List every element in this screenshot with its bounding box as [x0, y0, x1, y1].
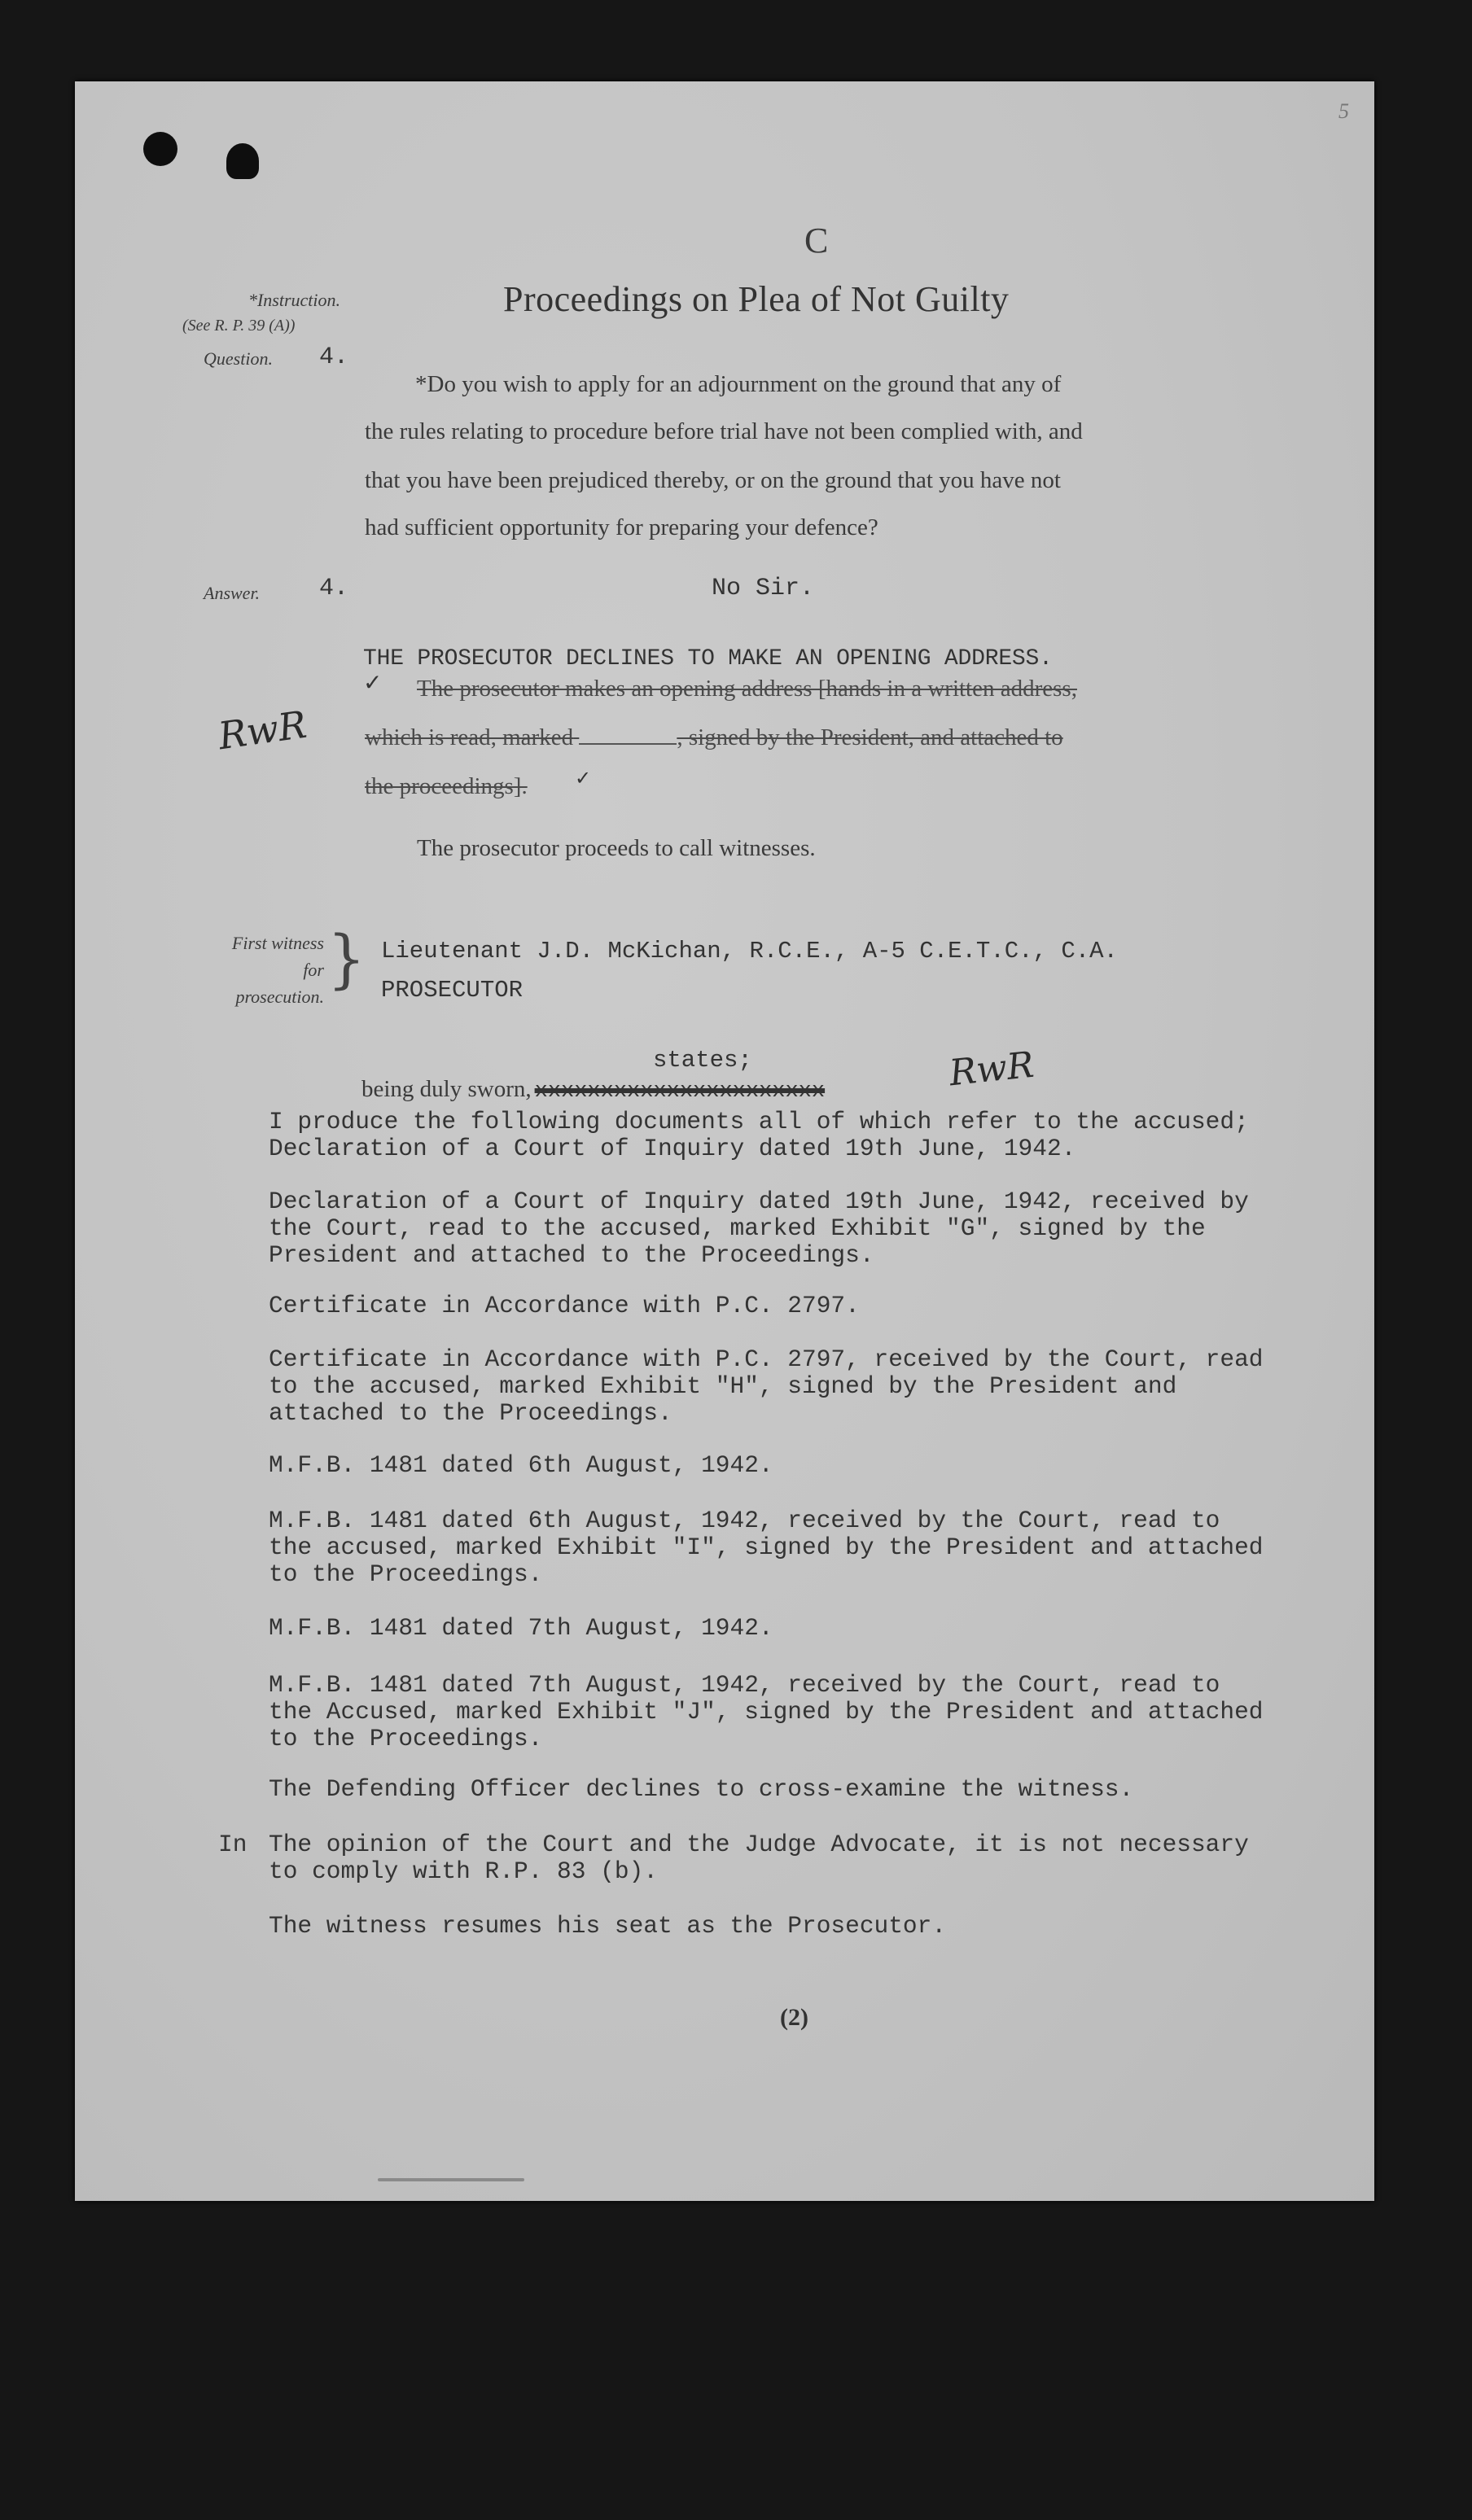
- testimony-paragraph: [269, 1109, 1249, 1162]
- testimony-line: M.F.B. 1481 dated 6th August, 1942.: [269, 1451, 773, 1479]
- call-witnesses-text: The prosecutor proceeds to call witnesses.: [417, 835, 816, 861]
- question-line: had sufficient opportunity for preparing your defence?: [365, 514, 878, 540]
- handwritten-initials: RwR: [947, 1043, 1036, 1095]
- testimony-line: the Court, read to the accused, marked Exhibit "G", signed by the: [269, 1214, 1206, 1242]
- punch-hole: [143, 132, 177, 166]
- answer-text: No Sir.: [712, 575, 815, 602]
- sworn-line: [361, 1076, 825, 1104]
- answer-number: 4.: [319, 575, 349, 602]
- corner-page-number: 5: [1338, 99, 1349, 123]
- testimony-line: M.F.B. 1481 dated 7th August, 1942, received by the Court, read to: [269, 1671, 1220, 1699]
- testimony-paragraph: [269, 1293, 860, 1319]
- testimony-line: the accused, marked Exhibit "I", signed by the President and attached: [269, 1533, 1264, 1561]
- answer-label: Answer.: [204, 583, 261, 603]
- handwritten-initials: RwR: [215, 702, 309, 759]
- witness-margin-line: for: [303, 960, 324, 980]
- testimony-paragraph: [269, 1776, 1133, 1803]
- punch-hole: [226, 143, 259, 179]
- witness-margin-line: prosecution.: [235, 987, 324, 1007]
- tick-mark: ✓: [363, 669, 383, 696]
- struck-fragment: which is read, marked: [365, 724, 574, 750]
- struck-fragment: , signed by the President, and attached to: [677, 724, 1063, 750]
- testimony-line: Declaration of a Court of Inquiry dated 19th June, 1942.: [269, 1135, 1076, 1162]
- witness-role: PROSECUTOR: [381, 977, 524, 1004]
- instruction-note: [182, 287, 340, 338]
- testimony-line: Declaration of a Court of Inquiry dated 19th June, 1942, received by: [269, 1188, 1249, 1215]
- opinion-paragraph: [269, 1831, 1249, 1885]
- testimony-paragraph: [269, 1346, 1264, 1427]
- testimony-line: to the Proceedings.: [269, 1560, 543, 1588]
- page-number: (2): [780, 2004, 808, 2031]
- testimony-paragraph: [269, 1452, 773, 1479]
- testimony-paragraph: [269, 1672, 1264, 1752]
- testimony-line: I produce the following documents all of which refer to the accused;: [269, 1108, 1249, 1135]
- testimony-line: attached to the Proceedings.: [269, 1399, 672, 1427]
- document-page: [75, 81, 1374, 2201]
- witness-resumes-text: The witness resumes his seat as the Prosecutor.: [269, 1912, 947, 1940]
- struck-sworn-phrase: xxxxxxxxxxxxxxxxxxxxxx: [534, 1079, 826, 1104]
- witness-name: Lieutenant J.D. McKichan, R.C.E., A-5 C.E.T.C., C.A.: [381, 938, 1118, 965]
- witness-margin-note: [194, 930, 324, 1010]
- question-line: the rules relating to procedure before trial have not been complied with, and: [365, 418, 1083, 444]
- bottom-mark: [378, 2178, 524, 2181]
- testimony-line: M.F.B. 1481 dated 6th August, 1942, received by the Court, read to: [269, 1507, 1220, 1534]
- testimony-paragraph: [269, 1507, 1264, 1588]
- sworn-prefix: being duly sworn,: [361, 1076, 532, 1102]
- section-letter: C: [804, 221, 829, 260]
- testimony-line: to the Proceedings.: [269, 1725, 543, 1752]
- struck-opening-line: [365, 724, 1063, 751]
- question-number: 4.: [319, 343, 349, 371]
- struck-opening-line: the proceedings].: [365, 773, 528, 799]
- testimony-line: the Accused, marked Exhibit "J", signed by the President and attached: [269, 1698, 1264, 1726]
- margin-brace: }: [327, 922, 366, 997]
- instruction-label: *Instruction.: [248, 290, 340, 310]
- question-line: *Do you wish to apply for an adjournment on the ground that any of: [415, 371, 1062, 397]
- opinion-prefix: In: [218, 1831, 248, 1858]
- rule-reference: (See R. P. 39 (A)): [182, 317, 296, 335]
- states-word: states;: [653, 1047, 752, 1074]
- opinion-line: The opinion of the Court and the Judge Advocate, it is not necessary: [269, 1831, 1249, 1858]
- page-title: Proceedings on Plea of Not Guilty: [503, 279, 1010, 319]
- typed-opening-declined: THE PROSECUTOR DECLINES TO MAKE AN OPENING ADDRESS.: [363, 646, 1053, 672]
- opinion-line: to comply with R.P. 83 (b).: [269, 1857, 658, 1885]
- testimony-line: President and attached to the Proceedings.: [269, 1241, 874, 1269]
- question-label: Question.: [204, 348, 273, 369]
- struck-opening-line: The prosecutor makes an opening address [hands in a written address,: [417, 676, 1077, 702]
- testimony-line: M.F.B. 1481 dated 7th August, 1942.: [269, 1614, 773, 1642]
- testimony-line: Certificate in Accordance with P.C. 2797.: [269, 1292, 860, 1319]
- testimony-line: to the accused, marked Exhibit "H", signed by the President and: [269, 1372, 1177, 1400]
- tick-mark: ✓: [575, 767, 592, 790]
- witness-margin-line: First witness: [231, 933, 324, 953]
- testimony-paragraph: [269, 1188, 1249, 1269]
- testimony-line: Certificate in Accordance with P.C. 2797, received by the Court, read: [269, 1345, 1264, 1373]
- blank-line: [579, 742, 677, 745]
- question-line: that you have been prejudiced thereby, or on the ground that you have not: [365, 467, 1061, 493]
- testimony-paragraph: [269, 1615, 773, 1642]
- testimony-line: The Defending Officer declines to cross-examine the witness.: [269, 1775, 1134, 1803]
